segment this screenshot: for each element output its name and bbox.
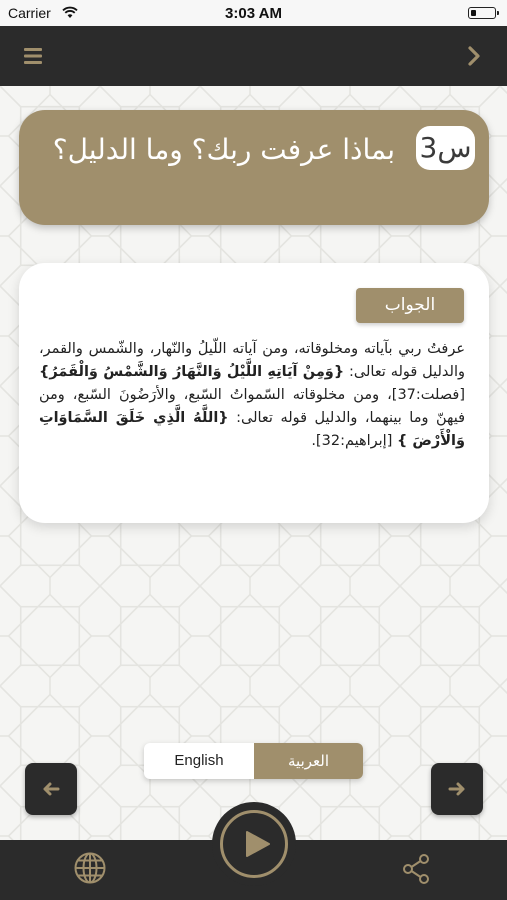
play-button-container <box>212 802 296 886</box>
arrow-left-icon <box>39 777 63 801</box>
top-nav-bar <box>0 26 507 86</box>
globe-icon[interactable] <box>73 851 107 885</box>
answer-label: الجواب <box>356 288 464 323</box>
quran-verse: {وَمِنْ آيَاتِهِ اللَّيْلُ وَالنَّهَارُ وَالشَّمْسُ وَالْقَمَرُ} <box>39 364 345 380</box>
verse-reference: [فصلت:37]، ومن مخلوقاته السّمواتُ السّبع، والأرَضُونَ السّبع، ومن فيهنّ وما بينهما، والدليل قوله تعالى: <box>39 387 465 426</box>
play-audio-button[interactable] <box>220 810 288 878</box>
question-card <box>19 110 489 225</box>
hamburger-menu-icon[interactable] <box>22 44 46 68</box>
question-text <box>37 128 467 172</box>
question-number-badge: س3 <box>416 126 475 170</box>
share-icon[interactable] <box>401 853 431 885</box>
arabic-language-option[interactable]: العربية <box>254 743 363 779</box>
answer-card <box>19 263 489 523</box>
answer-text <box>39 338 465 453</box>
battery-icon <box>468 7 496 19</box>
quran-verse: {اللَّهُ الَّذِي خَلَقَ السَّمَاوَاتِ وَالْأَرْضَ } <box>39 410 465 449</box>
answer-text-part: عرفتُ ربي بآياته ومخلوقاته، ومن آياته اللّيلُ والنّهار، والشّمس والقمر، والدليل قوله تعالى: <box>39 341 465 380</box>
question-text-content: بماذا عرفت ربك؟ وما الدليل؟ <box>52 133 395 166</box>
status-time: 3:03 AM <box>225 5 282 22</box>
language-toggle <box>144 743 363 779</box>
verse-reference: [إبراهيم:32]. <box>311 433 397 449</box>
next-question-button[interactable] <box>431 763 483 815</box>
arrow-right-icon <box>445 777 469 801</box>
english-language-option[interactable]: English <box>174 752 224 769</box>
carrier-label: Carrier <box>8 5 51 21</box>
previous-question-button[interactable] <box>25 763 77 815</box>
status-bar <box>0 0 507 26</box>
chevron-right-icon[interactable] <box>462 43 486 69</box>
play-icon <box>242 829 272 859</box>
